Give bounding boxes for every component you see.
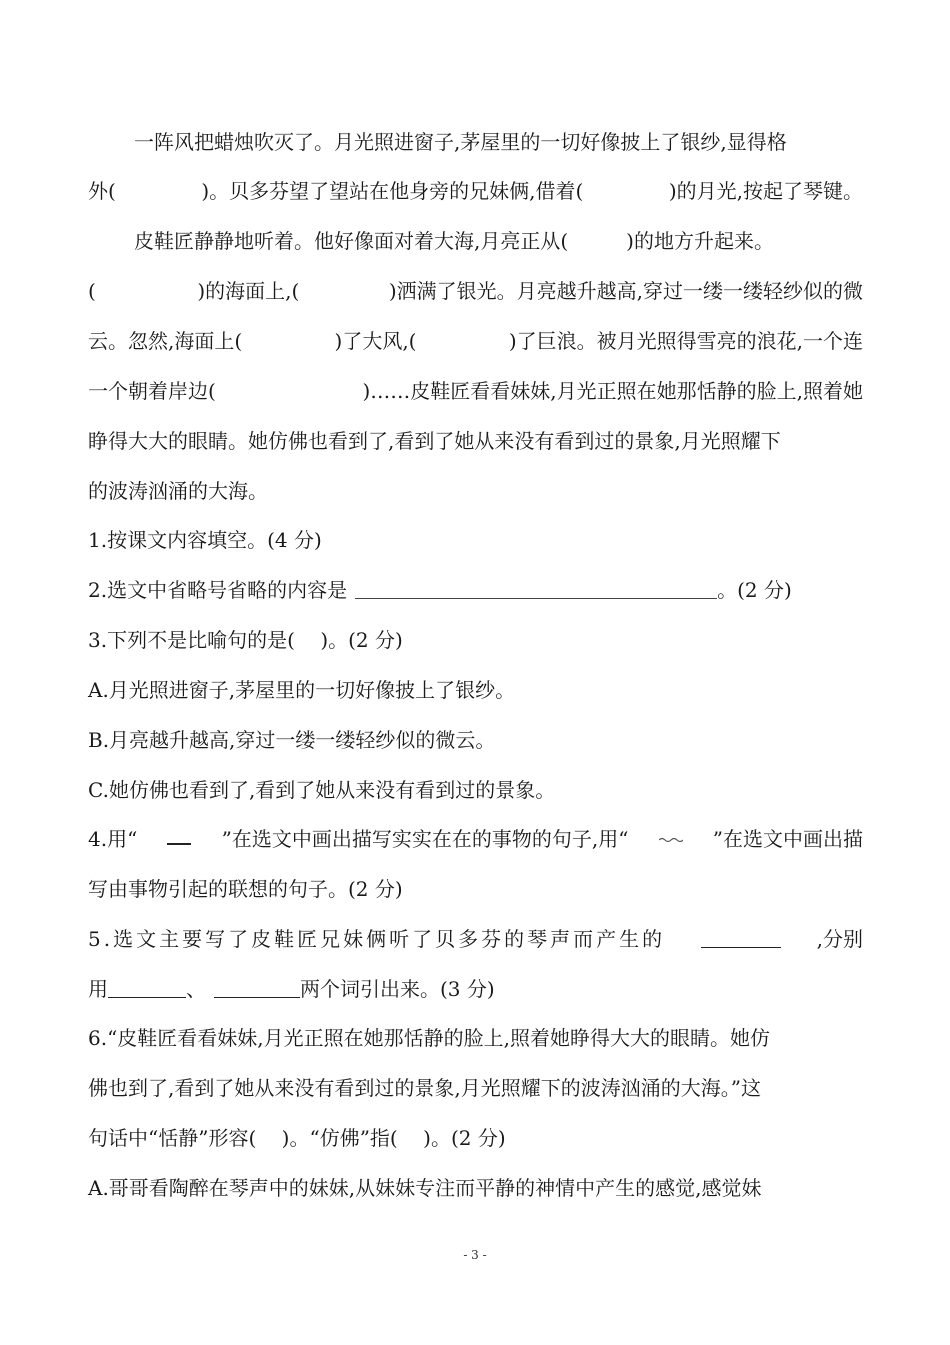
- question-text: 写由事物引起的联想的句子。(2 分): [88, 877, 403, 901]
- question-text: 两个词引出来。(3 分): [300, 977, 495, 1001]
- question-text: 2.选文中省略号省略的内容是: [88, 578, 348, 602]
- option-text: A.哥哥看陶醉在琴声中的妹妹,从妹妹专注而平静的神情中产生的感觉,感觉妹: [88, 1176, 762, 1200]
- question-text: 5.选文主要写了皮鞋匠兄妹俩听了贝多芬的琴声而产生的: [88, 927, 666, 951]
- option-a[interactable]: [88, 1174, 863, 1202]
- question-3: [88, 626, 863, 654]
- passage-text: )了大风,(: [334, 329, 417, 353]
- passage-text: 睁得大大的眼睛。她仿佛也看到了,看到了她从来没有看到过的景象,月光照耀下: [88, 429, 781, 453]
- passage-text: 皮鞋匠静静地听着。他好像面对着大海,月亮正从(: [134, 229, 569, 253]
- question-text: 4.用“: [88, 827, 138, 851]
- wavy-line-mark: [659, 825, 683, 843]
- answer-blank[interactable]: [701, 925, 781, 948]
- passage-line: [88, 177, 863, 205]
- question-text: 6.“皮鞋匠看看妹妹,月光正照在她那恬静的脸上,照着她睁得大大的眼睛。她仿: [88, 1026, 771, 1050]
- answer-blank[interactable]: [108, 975, 186, 998]
- question-text: 、: [186, 977, 206, 1001]
- question-2: [88, 576, 863, 604]
- question-text: ”在选文中画出描写实实在在的事物的句子,用“: [221, 827, 629, 851]
- passage-line: [88, 427, 863, 455]
- straight-line-mark: [167, 825, 191, 845]
- question-text: 1.按课文内容填空。(4 分): [88, 528, 322, 552]
- passage-text: 一阵风把蜡烛吹灭了。月光照进窗子,茅屋里的一切好像披上了银纱,显得格: [134, 130, 787, 154]
- question-text: 句话中“恬静”形容( )。“仿佛”指( )。(2 分): [88, 1126, 506, 1150]
- question-1: [88, 526, 863, 554]
- option-text: B.月亮越升越高,穿过一缕一缕轻纱似的微云。: [88, 728, 496, 752]
- passage-line: [88, 377, 863, 405]
- passage-line: [134, 227, 863, 255]
- passage-text: )的地方升起来。: [626, 229, 774, 253]
- passage-line: [134, 128, 863, 156]
- passage-line: [88, 327, 863, 355]
- passage-line: [88, 277, 863, 305]
- answer-blank[interactable]: [214, 975, 300, 998]
- question-text: ”在选文中画出描: [712, 827, 863, 851]
- passage-text: )。贝多芬望了望站在他身旁的兄妹俩,借着(: [201, 179, 584, 203]
- question-6: [88, 1024, 863, 1052]
- option-c[interactable]: [88, 776, 863, 804]
- passage-line: [88, 477, 863, 505]
- passage-text: 一个朝着岸边(: [88, 379, 216, 403]
- option-text: C.她仿佛也看到了,看到了她从来没有看到过的景象。: [88, 778, 556, 802]
- question-text: 佛也到了,看到了她从来没有看到过的景象,月光照耀下的波涛汹涌的大海。”这: [88, 1076, 761, 1100]
- passage-text: )……皮鞋匠看看妹妹,月光正照在她那恬静的脸上,照着她: [362, 379, 863, 403]
- passage-text: )的月光,按起了琴键。: [668, 179, 863, 203]
- option-a[interactable]: [88, 676, 863, 704]
- passage-text: 云。忽然,海面上(: [88, 329, 243, 353]
- answer-blank[interactable]: [355, 576, 717, 599]
- question-6-cont: [88, 1074, 863, 1102]
- passage-text: )洒满了银光。月亮越升越高,穿过一缕一缕轻纱似的微: [388, 279, 863, 303]
- passage-text: )了巨浪。被月光照得雪亮的浪花,一个连: [508, 329, 863, 353]
- question-4: [88, 825, 863, 853]
- question-5: [88, 925, 863, 953]
- question-6-cont: [88, 1124, 863, 1152]
- question-text: 用: [88, 977, 108, 1001]
- page-number: - 3 -: [463, 1248, 487, 1262]
- passage-text: 外(: [88, 179, 116, 203]
- question-5-cont: [88, 975, 863, 1003]
- question-4-cont: [88, 875, 863, 903]
- passage-text: 的波涛汹涌的大海。: [88, 479, 268, 503]
- question-text: ,分别: [816, 927, 863, 951]
- question-text: 。(2 分): [717, 578, 792, 602]
- passage-text: )的海面上,(: [197, 279, 300, 303]
- option-text: A.月光照进窗子,茅屋里的一切好像披上了银纱。: [88, 678, 516, 702]
- question-text: 3.下列不是比喻句的是( )。(2 分): [88, 628, 403, 652]
- option-b[interactable]: [88, 726, 863, 754]
- passage-text: (: [88, 279, 96, 303]
